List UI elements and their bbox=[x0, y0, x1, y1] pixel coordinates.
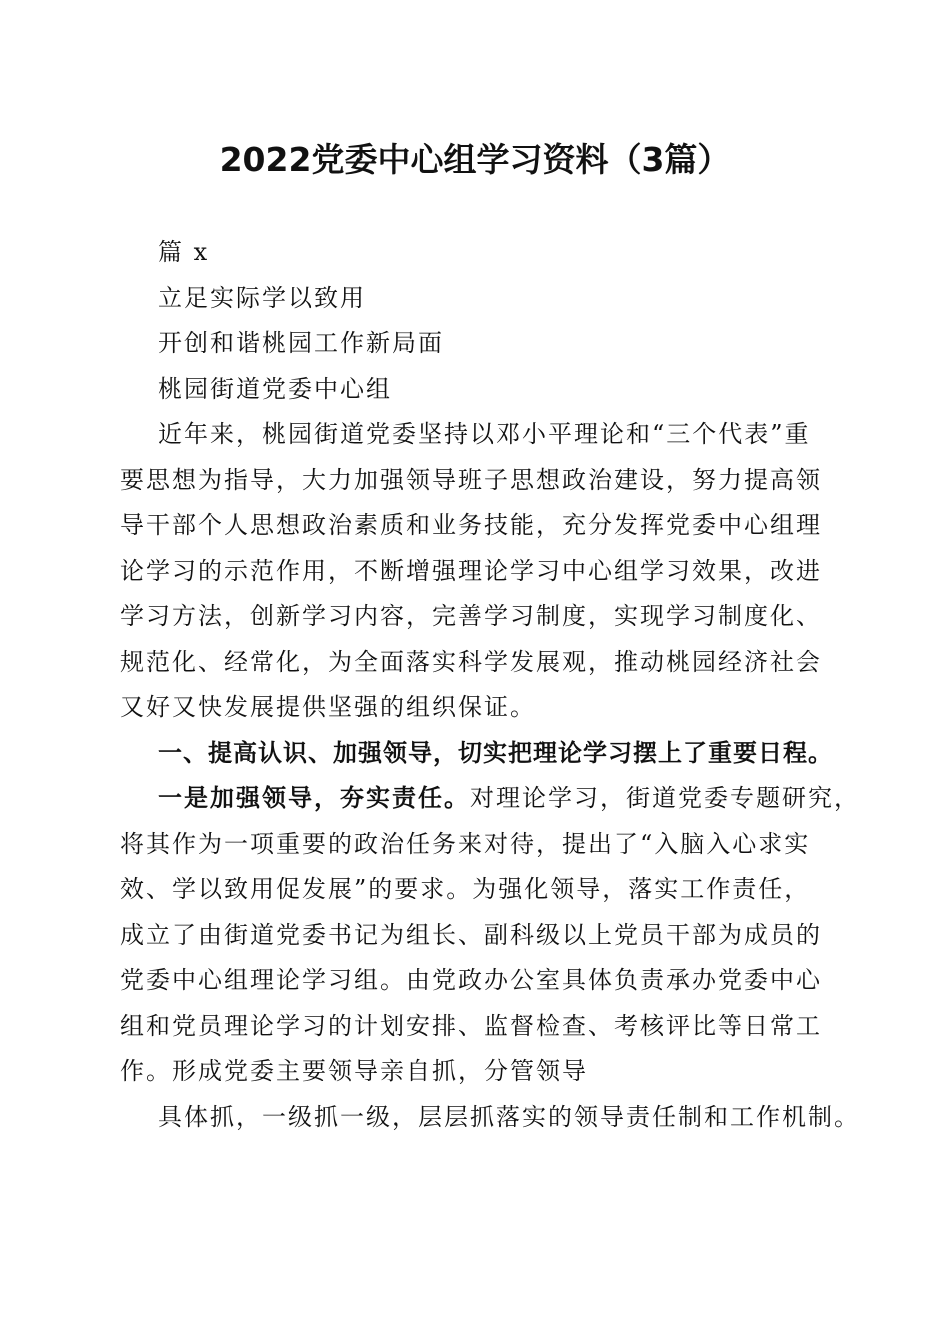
paragraph-line: 作。形成党委主要领导亲自抓，分管领导 bbox=[120, 1057, 588, 1085]
paragraph-line: 要思想为指导，大力加强领导班子思想政治建设，努力提高领 bbox=[120, 465, 822, 494]
paragraph-line: 又好又快发展提供坚强的组织保证。 bbox=[120, 693, 536, 721]
paragraph-line: 将其作为一项重要的政治任务来对待，提出了“入脑入心求实 bbox=[120, 829, 811, 858]
article-title: 立足实际学以致用 bbox=[158, 283, 366, 312]
article-author: 桃园街道党委中心组 bbox=[158, 374, 392, 403]
paragraph-line: 效、学以致用促发展”的要求。为强化领导，落实工作责任， bbox=[120, 875, 811, 903]
section-heading: 一、提高认识、加强领导，切实把理论学习摆上了重要日程。 bbox=[158, 738, 833, 767]
paragraph-line: 具体抓，一级抓一级，层层抓落实的领导责任制和工作机制。 bbox=[158, 1102, 860, 1131]
paragraph-line: 论学习的示范作用，不断增强理论学习中心组学习效果，改进 bbox=[120, 556, 822, 585]
paragraph-text: 对理论学习，街道党委专题研究， bbox=[470, 784, 860, 812]
paragraph-line bbox=[120, 776, 860, 822]
article-subtitle: 开创和谐桃园工作新局面 bbox=[158, 329, 444, 357]
paragraph-line: 导干部个人思想政治素质和业务技能，充分发挥党委中心组理 bbox=[120, 511, 822, 539]
paragraph-line: 近年来，桃园街道党委坚持以邓小平理论和“三个代表”重 bbox=[158, 420, 811, 448]
paragraph-line: 组和党员理论学习的计划安排、监督检查、考核评比等日常工 bbox=[120, 1011, 822, 1040]
paragraph-line: 学习方法，创新学习内容，完善学习制度，实现学习制度化、 bbox=[120, 602, 822, 630]
document-body bbox=[120, 230, 860, 1140]
section-label: 篇 x bbox=[158, 238, 210, 266]
paragraph-line: 党委中心组理论学习组。由党政办公室具体负责承办党委中心 bbox=[120, 966, 822, 994]
paragraph-line: 规范化、经常化，为全面落实科学发展观，推动桃园经济社会 bbox=[120, 647, 822, 676]
document-title: 2022党委中心组学习资料（3篇） bbox=[219, 140, 731, 179]
paragraph-line: 成立了由街道党委书记为组长、副科级以上党员干部为成员的 bbox=[120, 920, 822, 949]
paragraph-lead: 一是加强领导，夯实责任。 bbox=[158, 784, 470, 812]
